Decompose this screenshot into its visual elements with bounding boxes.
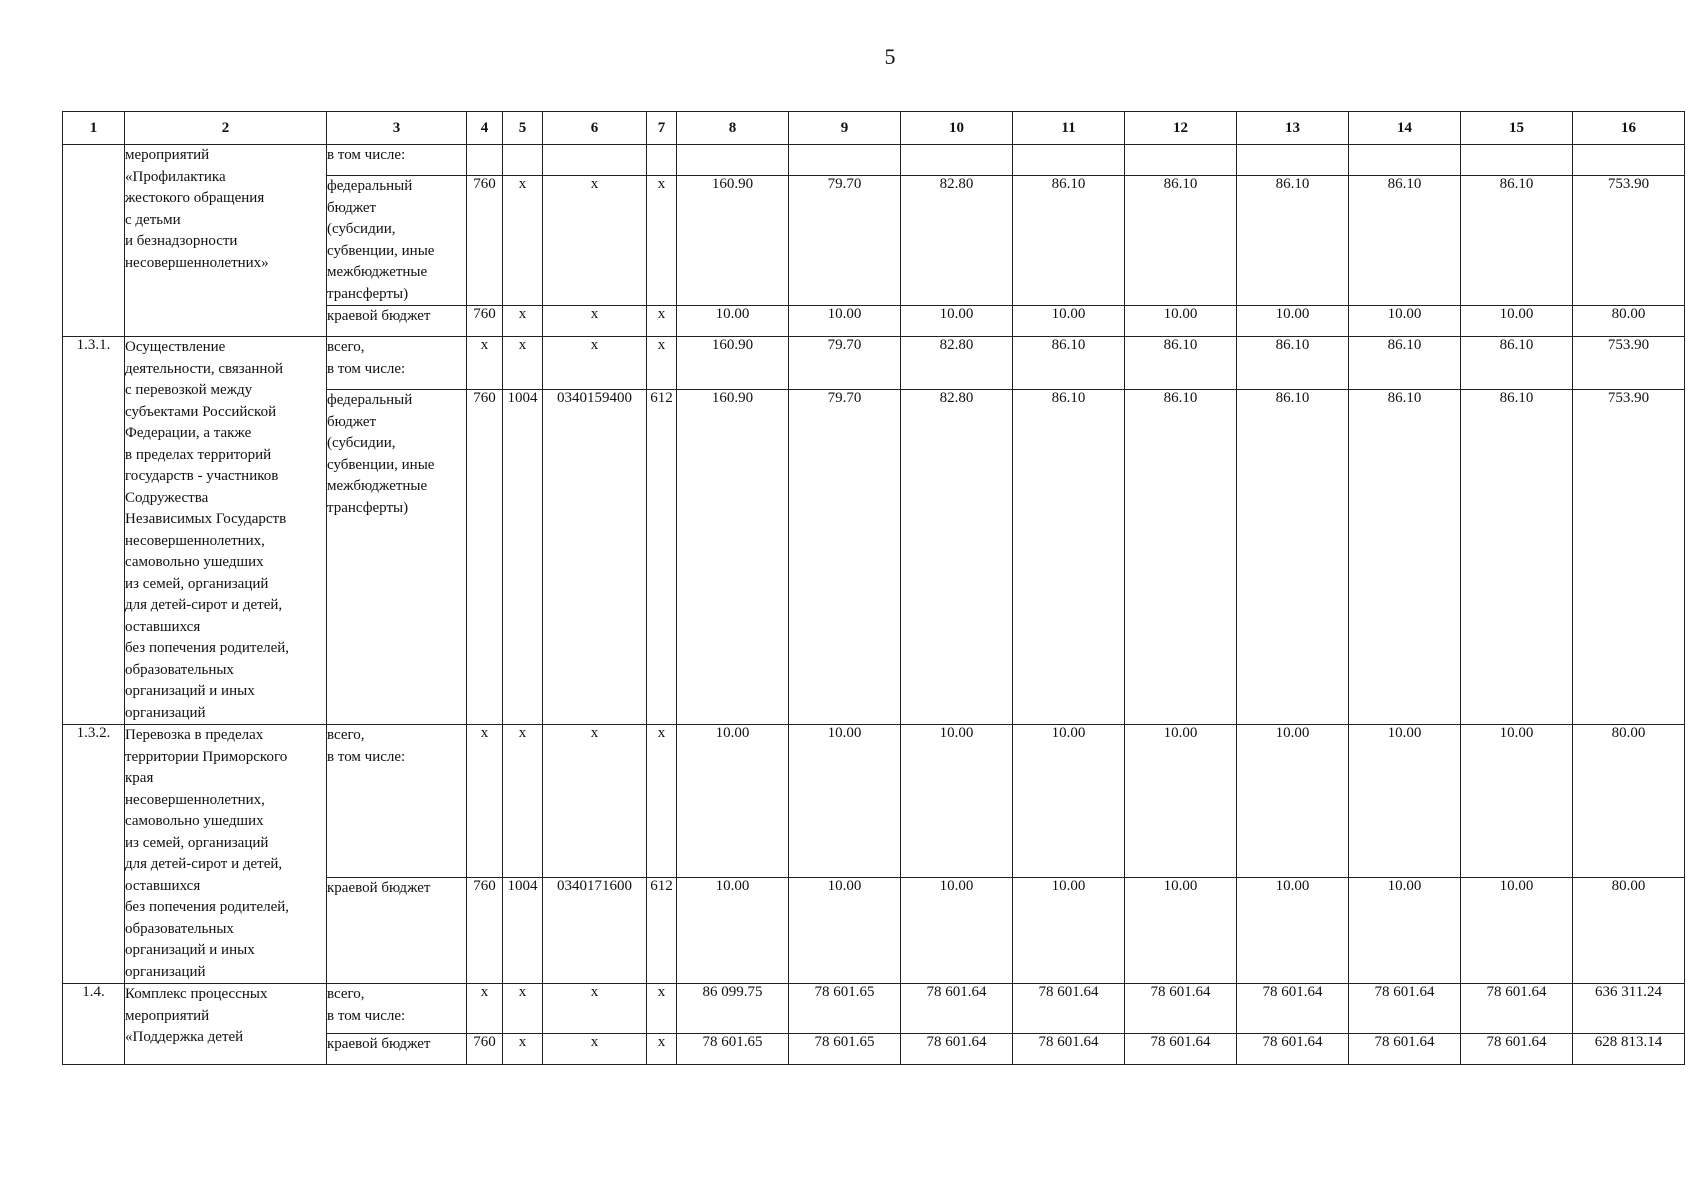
value-total: 753.90	[1573, 176, 1685, 306]
column-header-14: 14	[1349, 112, 1461, 145]
value-year-15	[1461, 145, 1573, 176]
code-col-4: 760	[467, 1034, 503, 1065]
value-year-8	[677, 145, 789, 176]
value-year-8: 78 601.65	[677, 1034, 789, 1065]
table-row	[63, 725, 1685, 878]
value-year-9: 10.00	[789, 725, 901, 878]
column-header-7: 7	[647, 112, 677, 145]
funding-source: всего, в том числе:	[327, 337, 467, 390]
funding-source: федеральный бюджет (субсидии, субвенции, иные межбюджетные трансферты)	[327, 176, 467, 306]
value-year-12: 10.00	[1125, 878, 1237, 984]
item-description: Перевозка в пределах территории Приморского края несовершеннолетних, самовольно ушедших из семей, организаций для детей-сирот и детей, оставшихся без попечения родителей, образовательных организаций и иных организаций	[125, 725, 327, 984]
value-year-10: 10.00	[901, 306, 1013, 337]
code-col-6: x	[543, 1034, 647, 1065]
table-row	[63, 337, 1685, 390]
value-total: 628 813.14	[1573, 1034, 1685, 1065]
value-year-15: 86.10	[1461, 390, 1573, 725]
code-col-6: x	[543, 984, 647, 1034]
value-year-15: 78 601.64	[1461, 984, 1573, 1034]
funding-source: краевой бюджет	[327, 306, 467, 337]
value-total: 753.90	[1573, 390, 1685, 725]
code-col-7: 612	[647, 878, 677, 984]
column-header-1: 1	[63, 112, 125, 145]
value-year-13: 86.10	[1237, 176, 1349, 306]
item-description: мероприятий «Профилактика жестокого обращения с детьми и безнадзорности несовершеннолетних»	[125, 145, 327, 337]
code-col-7: x	[647, 337, 677, 390]
budget-table	[62, 111, 1685, 1065]
value-year-12: 10.00	[1125, 725, 1237, 878]
value-year-12: 86.10	[1125, 176, 1237, 306]
code-col-7: x	[647, 306, 677, 337]
value-year-14	[1349, 145, 1461, 176]
value-year-8: 10.00	[677, 878, 789, 984]
column-header-15: 15	[1461, 112, 1573, 145]
item-index: 1.3.2.	[63, 725, 125, 984]
value-year-15: 86.10	[1461, 337, 1573, 390]
code-col-5	[503, 145, 543, 176]
value-year-9: 10.00	[789, 306, 901, 337]
value-year-13: 86.10	[1237, 337, 1349, 390]
code-col-6: x	[543, 176, 647, 306]
value-year-14: 78 601.64	[1349, 984, 1461, 1034]
code-col-6: x	[543, 725, 647, 878]
code-col-5: x	[503, 306, 543, 337]
code-col-4: x	[467, 337, 503, 390]
code-col-5: 1004	[503, 390, 543, 725]
funding-source: краевой бюджет	[327, 1034, 467, 1065]
value-year-12: 86.10	[1125, 390, 1237, 725]
value-year-11: 78 601.64	[1013, 984, 1125, 1034]
code-col-6: x	[543, 306, 647, 337]
code-col-7: x	[647, 1034, 677, 1065]
funding-source: всего, в том числе:	[327, 984, 467, 1034]
column-header-10: 10	[901, 112, 1013, 145]
code-col-4: 760	[467, 306, 503, 337]
code-col-5: x	[503, 1034, 543, 1065]
value-total: 80.00	[1573, 878, 1685, 984]
value-year-10: 10.00	[901, 878, 1013, 984]
value-total: 80.00	[1573, 306, 1685, 337]
code-col-7: x	[647, 176, 677, 306]
value-year-15: 78 601.64	[1461, 1034, 1573, 1065]
value-year-11: 86.10	[1013, 390, 1125, 725]
code-col-7: 612	[647, 390, 677, 725]
value-year-15: 10.00	[1461, 306, 1573, 337]
code-col-4: x	[467, 725, 503, 878]
value-year-11	[1013, 145, 1125, 176]
value-year-8: 10.00	[677, 306, 789, 337]
value-year-9: 79.70	[789, 337, 901, 390]
value-year-12: 86.10	[1125, 337, 1237, 390]
code-col-6: 0340159400	[543, 390, 647, 725]
code-col-6: 0340171600	[543, 878, 647, 984]
value-year-10: 82.80	[901, 176, 1013, 306]
value-year-15: 10.00	[1461, 725, 1573, 878]
code-col-4: x	[467, 984, 503, 1034]
table-body	[63, 145, 1685, 1065]
code-col-4: 760	[467, 878, 503, 984]
value-year-15: 10.00	[1461, 878, 1573, 984]
value-year-9: 78 601.65	[789, 984, 901, 1034]
value-year-10	[901, 145, 1013, 176]
value-year-10: 82.80	[901, 337, 1013, 390]
value-year-8: 160.90	[677, 390, 789, 725]
value-year-13: 78 601.64	[1237, 1034, 1349, 1065]
value-year-9: 79.70	[789, 390, 901, 725]
column-header-8: 8	[677, 112, 789, 145]
item-index	[63, 145, 125, 337]
code-col-6	[543, 145, 647, 176]
column-header-6: 6	[543, 112, 647, 145]
code-col-5: 1004	[503, 878, 543, 984]
value-year-9: 78 601.65	[789, 1034, 901, 1065]
table-row	[63, 984, 1685, 1034]
value-year-10: 82.80	[901, 390, 1013, 725]
value-year-14: 86.10	[1349, 176, 1461, 306]
value-year-11: 78 601.64	[1013, 1034, 1125, 1065]
code-col-5: x	[503, 984, 543, 1034]
value-year-14: 86.10	[1349, 337, 1461, 390]
value-year-8: 86 099.75	[677, 984, 789, 1034]
code-col-5: x	[503, 725, 543, 878]
header-row	[63, 112, 1685, 145]
value-year-13: 10.00	[1237, 306, 1349, 337]
value-year-14: 78 601.64	[1349, 1034, 1461, 1065]
column-header-12: 12	[1125, 112, 1237, 145]
value-year-12: 78 601.64	[1125, 984, 1237, 1034]
value-year-13: 78 601.64	[1237, 984, 1349, 1034]
value-year-14: 10.00	[1349, 306, 1461, 337]
item-index: 1.4.	[63, 984, 125, 1065]
code-col-5: x	[503, 337, 543, 390]
value-year-9	[789, 145, 901, 176]
code-col-4: 760	[467, 176, 503, 306]
code-col-7	[647, 145, 677, 176]
value-year-11: 10.00	[1013, 306, 1125, 337]
column-header-11: 11	[1013, 112, 1125, 145]
value-year-12: 78 601.64	[1125, 1034, 1237, 1065]
code-col-6: x	[543, 337, 647, 390]
value-year-11: 10.00	[1013, 725, 1125, 878]
code-col-7: x	[647, 725, 677, 878]
value-year-13: 10.00	[1237, 878, 1349, 984]
table-row	[63, 145, 1685, 176]
value-total: 80.00	[1573, 725, 1685, 878]
value-year-11: 10.00	[1013, 878, 1125, 984]
value-year-8: 160.90	[677, 337, 789, 390]
value-total: 636 311.24	[1573, 984, 1685, 1034]
column-header-5: 5	[503, 112, 543, 145]
column-header-2: 2	[125, 112, 327, 145]
value-year-10: 10.00	[901, 725, 1013, 878]
page-number: 5	[884, 44, 896, 69]
value-total: 753.90	[1573, 337, 1685, 390]
code-col-5: x	[503, 176, 543, 306]
value-year-11: 86.10	[1013, 337, 1125, 390]
value-year-13: 86.10	[1237, 390, 1349, 725]
value-year-14: 86.10	[1349, 390, 1461, 725]
funding-source: в том числе:	[327, 145, 467, 176]
column-header-4: 4	[467, 112, 503, 145]
funding-source: краевой бюджет	[327, 878, 467, 984]
value-year-12: 10.00	[1125, 306, 1237, 337]
value-year-10: 78 601.64	[901, 1034, 1013, 1065]
funding-source: федеральный бюджет (субсидии, субвенции, иные межбюджетные трансферты)	[327, 390, 467, 725]
item-description: Осуществление деятельности, связанной с перевозкой между субъектами Российской Федерации, а также в пределах территорий государств - участников Содружества Независимых Государств несовершеннолетних, самовольно ушедших из семей, организаций для детей-сирот и детей, оставшихся без попечения родителей, образовательных организаций и иных организаций	[125, 337, 327, 725]
code-col-7: x	[647, 984, 677, 1034]
value-year-15: 86.10	[1461, 176, 1573, 306]
value-year-11: 86.10	[1013, 176, 1125, 306]
value-year-13: 10.00	[1237, 725, 1349, 878]
column-header-13: 13	[1237, 112, 1349, 145]
column-header-3: 3	[327, 112, 467, 145]
value-year-12	[1125, 145, 1237, 176]
value-year-14: 10.00	[1349, 725, 1461, 878]
value-year-13	[1237, 145, 1349, 176]
value-year-10: 78 601.64	[901, 984, 1013, 1034]
value-total	[1573, 145, 1685, 176]
value-year-14: 10.00	[1349, 878, 1461, 984]
item-description: Комплекс процессных мероприятий «Поддержка детей	[125, 984, 327, 1065]
column-header-9: 9	[789, 112, 901, 145]
code-col-4: 760	[467, 390, 503, 725]
value-year-8: 160.90	[677, 176, 789, 306]
funding-source: всего, в том числе:	[327, 725, 467, 878]
column-header-16: 16	[1573, 112, 1685, 145]
item-index: 1.3.1.	[63, 337, 125, 725]
value-year-8: 10.00	[677, 725, 789, 878]
value-year-9: 10.00	[789, 878, 901, 984]
code-col-4	[467, 145, 503, 176]
value-year-9: 79.70	[789, 176, 901, 306]
